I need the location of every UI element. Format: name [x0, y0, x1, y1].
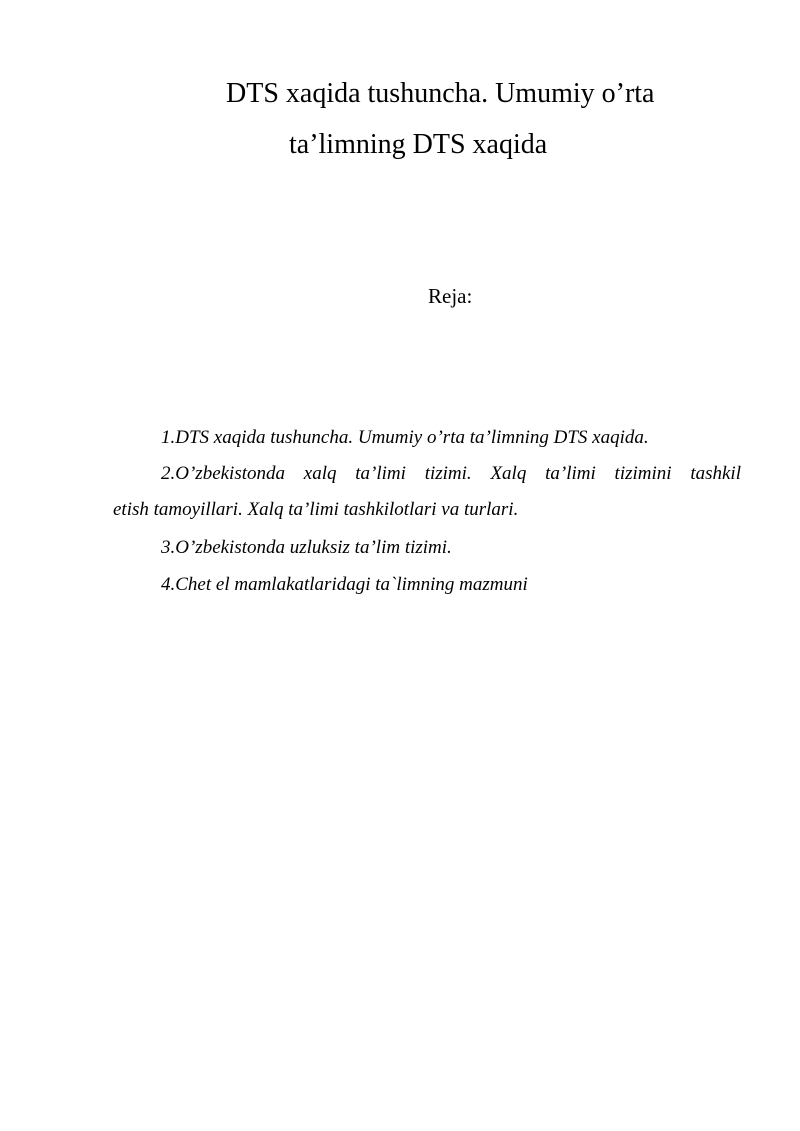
- plan-heading: Reja:: [428, 284, 473, 308]
- plan-item-1: 1.DTS xaqida tushuncha. Umumiy o’rta ta’limning DTS xaqida.: [161, 427, 649, 448]
- plan-item-2-line-2: etish tamoyillari. Xalq ta’limi tashkilotlari va turlari.: [113, 499, 519, 520]
- plan-item-3: 3.O’zbekistonda uzluksiz ta’lim tizimi.: [161, 537, 452, 558]
- plan-item-2-line-1: 2.O’zbekistonda xalq ta’limi tizimi. Xalq ta’limi tizimini tashkil: [161, 463, 741, 484]
- document-title-line-1: DTS xaqida tushuncha. Umumiy o’rta: [226, 78, 655, 109]
- document-title-line-2: ta’limning DTS xaqida: [289, 129, 548, 160]
- plan-item-4: 4.Chet el mamlakatlaridagi ta`limning mazmuni: [161, 574, 528, 595]
